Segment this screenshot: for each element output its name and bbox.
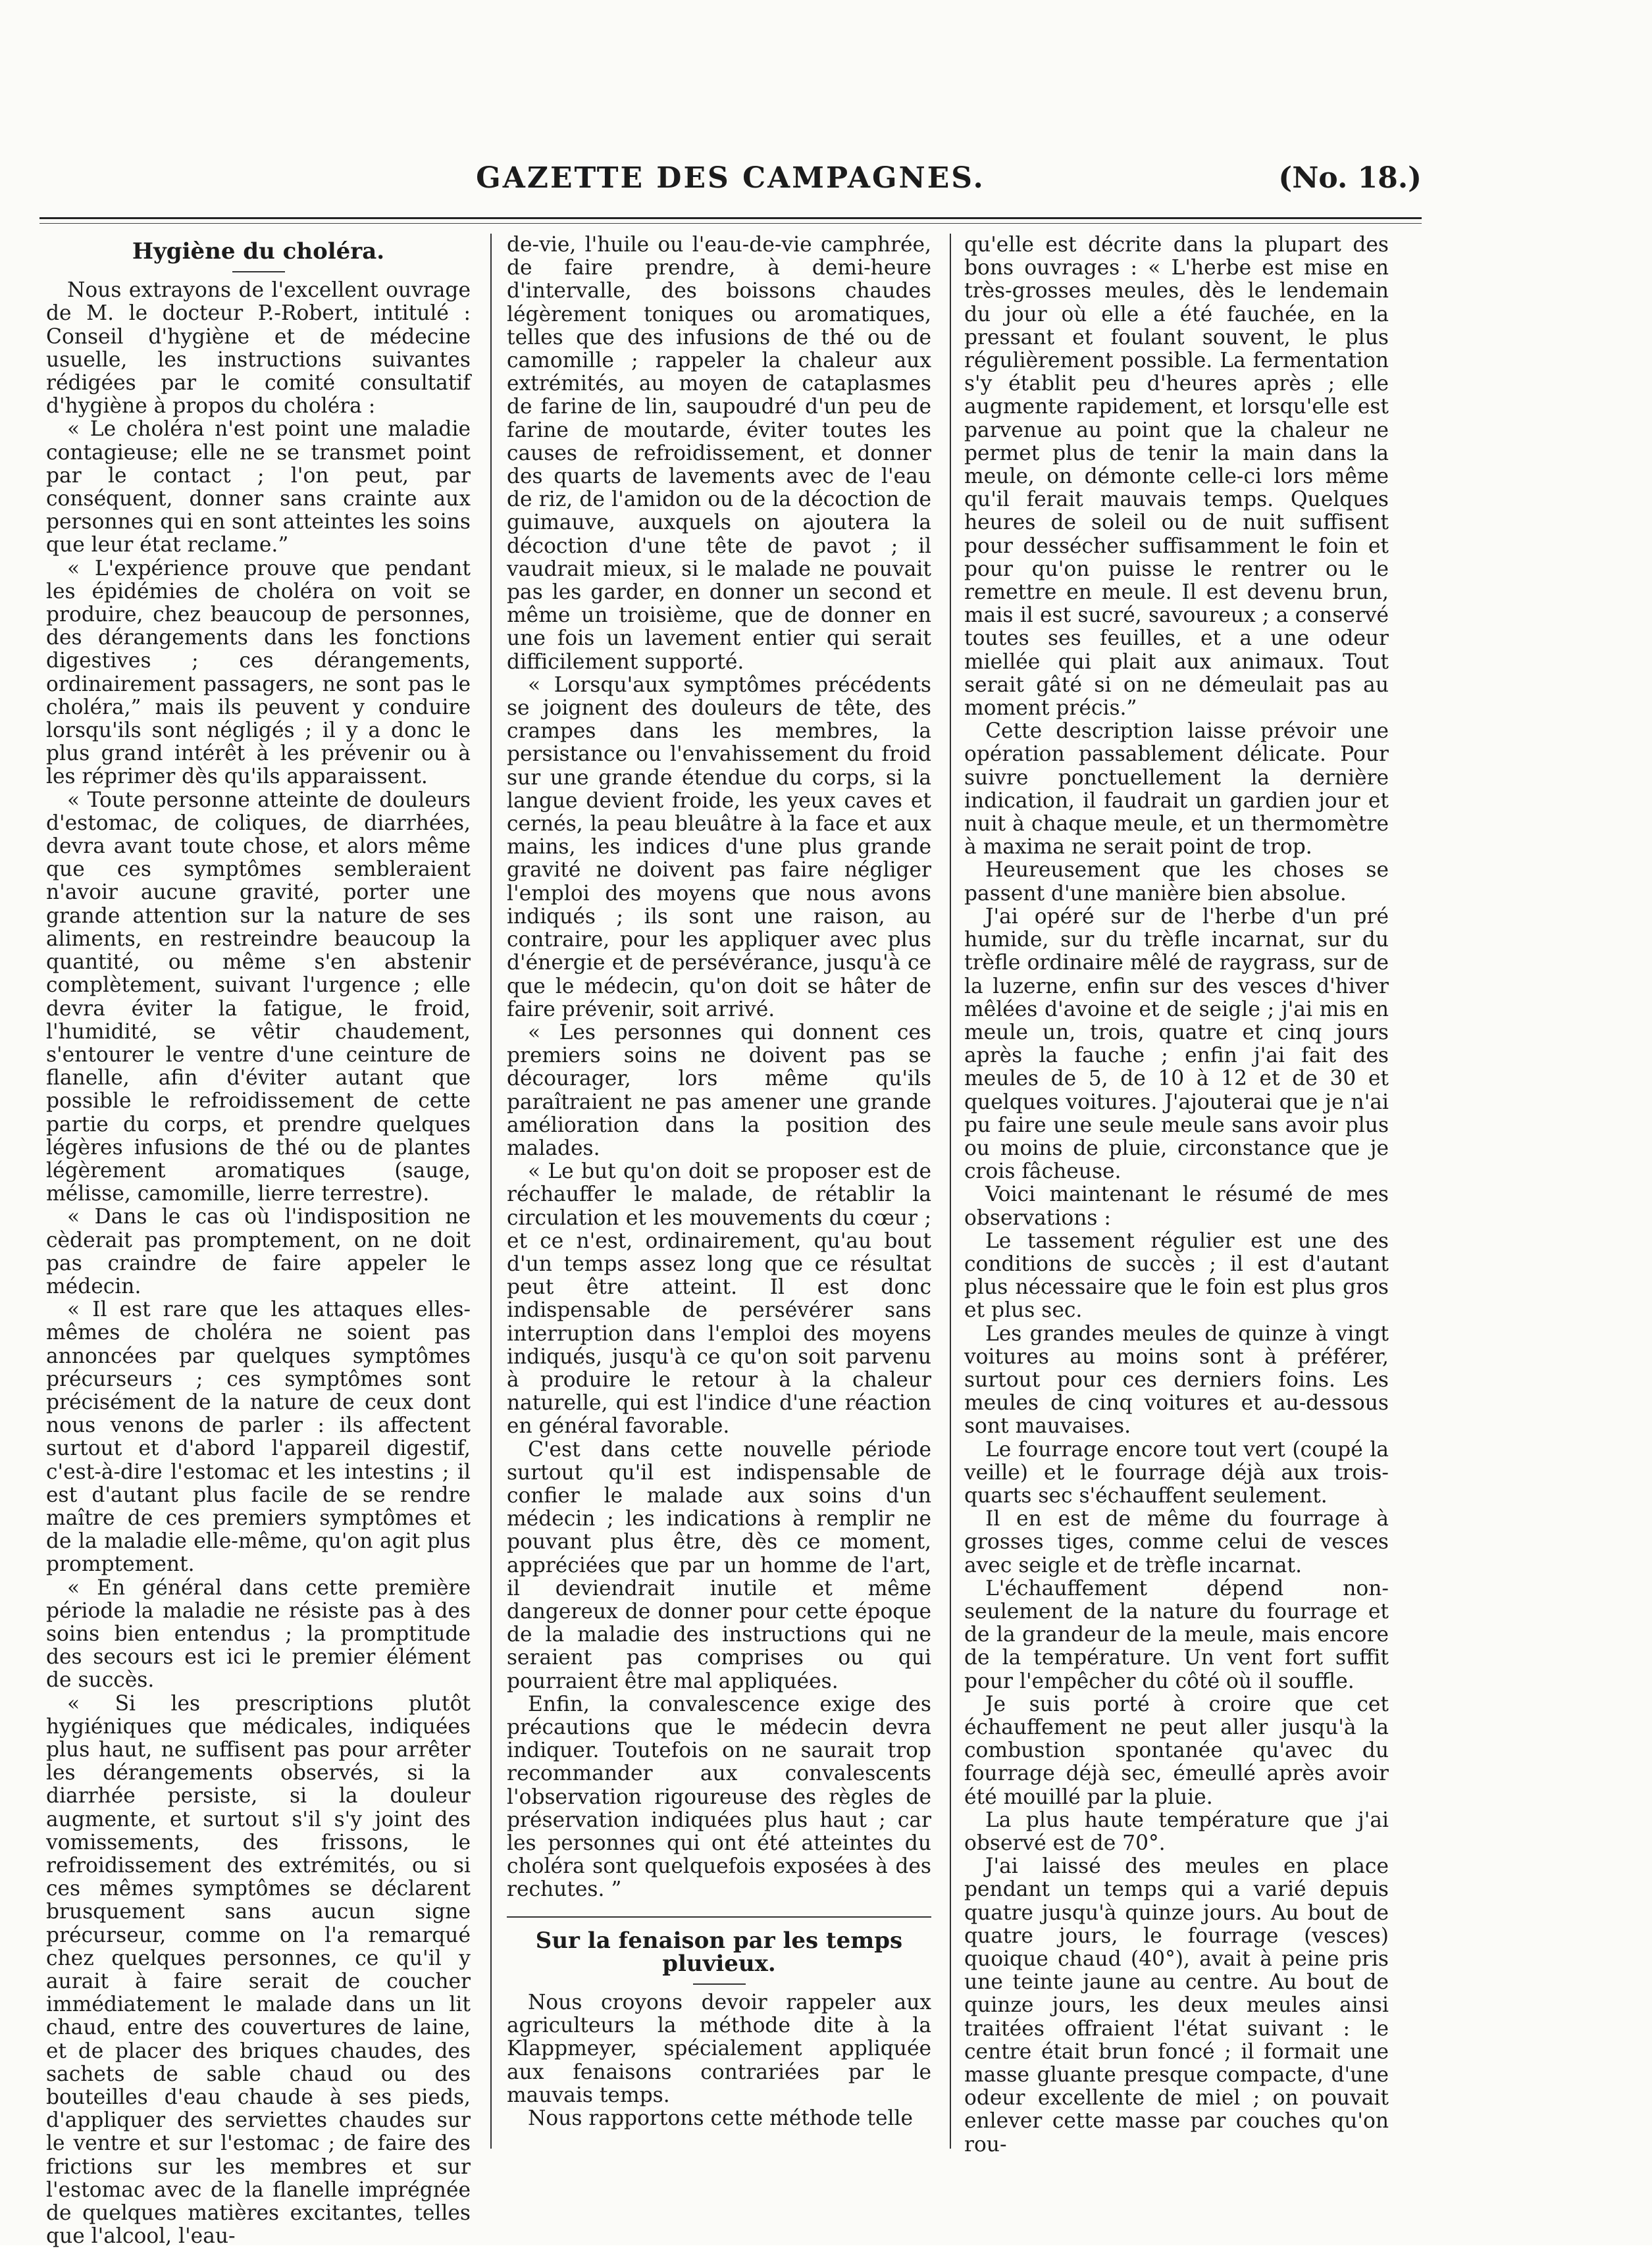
paragraph: Nous extrayons de l'excellent ouvrage de M. le docteur P.-Robert, intitulé : Conseil d'hygiène et de médecine usuelle, les instructions suivantes rédigées par le comité consultatif d'hygiène à propos du choléra : [46, 278, 471, 419]
column-3 [964, 233, 1389, 2157]
title-rule [693, 1983, 746, 1985]
paragraph: J'ai laissé des meules en place pendant un temps qui a varié depuis quatre jusqu'à quinze jours. Au bout de quatre jours, le fourrage (vesces) quoique chaud (40°), avait à peine pris une teinte jaune au centre. Au bout de quinze jours, les deux meules ainsi traitées offraient l'état suivant : le centre était brun foncé ; il formait une masse gluante presque compacte, d'une odeur excellente de miel ; on pouvait enlever cette masse par couches qu'on rou- [964, 1854, 1389, 2157]
paragraph: « Toute personne atteinte de douleurs d'estomac, de coliques, de diarrhées, devra avant toute chose, et alors même que ces symptômes sembleraient n'avoir aucune gravité, porter une grande attention sur la nature de ses aliments, en restreindre beaucoup la quantité, ou même s'en abstenir complètement, suivant l'urgence ; elle devra éviter la fatigue, le froid, l'humidité, se vêtir chaudement, s'entourer le ventre d'une ceinture de flanelle, afin d'éviter autant que possible le refroidissement de cette partie du corps, et prendre quelques légères infusions de thé ou de plantes légèrement aromatiques (sauge, mélisse, camomille, lierre terrestre). [46, 788, 471, 1206]
paragraph: Nous croyons devoir rappeler aux agriculteurs la méthode dite à la Klappmeyer, spécialement appliquée aux fenaisons contrariées par le mauvais temps. [507, 1991, 931, 2107]
issue-number: (No. 18.) [1278, 161, 1422, 195]
column-separator [490, 234, 492, 2149]
paragraph: Nous rapportons cette méthode telle [528, 2107, 914, 2131]
paragraph: Voici maintenant le résumé de mes observations : [964, 1183, 1389, 1230]
paragraph: « Si les prescriptions plutôt hygiéniques que médicales, indiquées plus haut, ne suffisent pas pour arrêter les dérangements observés, si la diarrhée persiste, si la douleur augmente, et surtout s'il s'y joint des vomissements, des frissons, le refroidissement des extrémités, ou si ces mêmes symptômes se déclarent brusquement sans aucun signe précurseur, comme on l'a remarqué chez quelques personnes, ce qu'il y aurait à faire serait de coucher immédiatement le malade dans un lit chaud, entre des couvertures de laine, et de placer des briques chaudes, des sachets de sable chaud ou des bouteilles d'eau chaude à ses pieds, d'appliquer des serviettes chaudes sur le ventre et sur l'estomac ; de faire des frictions sur les membres et sur l'estomac avec de la flanelle imprégnée de quelques matières excitantes, telles que l'alcool, l'eau- [46, 1691, 471, 2248]
article-title: Sur la fenaison par les temps pluvieux. [535, 1927, 903, 1977]
paragraph: « Il est rare que les attaques elles-mêmes de choléra ne soient pas annoncées par quelques symptômes précurseurs ; ces symptômes sont précisément de la nature de ceux dont nous venons de parler : ils affectent surtout et d'abord l'appareil digestif, c'est-à-dire l'estomac et les intestins ; il est d'autant plus facile de se rendre maître de ces premiers symptômes et de la maladie elle-même, qu'on agit plus promptement. [46, 1298, 471, 1577]
section-rule [507, 1916, 931, 1918]
paragraph: Cette description laisse prévoir une opération passablement délicate. Pour suivre ponctuellement la dernière indication, il faudrait un gardien jour et nuit à chaque meule, et un thermomètre à maxima ne serait point de trop. [964, 719, 1389, 859]
paragraph: La plus haute température que j'ai observé est de 70°. [964, 1808, 1389, 1856]
paragraph: « Dans le cas où l'indisposition ne cèderait pas promptement, on ne doit pas craindre de faire appeler le médecin. [46, 1205, 471, 1298]
column-separator [950, 234, 951, 2149]
paragraph: Le fourrage encore tout vert (coupé la veille) et le fourrage déjà aux trois-quarts sec s'échauffent seulement. [964, 1437, 1389, 1508]
paragraph: Je suis porté à croire que cet échauffement ne peut aller jusqu'à la combustion spontanée qu'avec du fourrage déjà sec, émeullé après avoir été mouillé par la pluie. [964, 1692, 1389, 1809]
paragraph: « Le choléra n'est point une maladie contagieuse; elle ne se transmet point par le contact ; l'on peut, par conséquent, donner sans crainte aux personnes qui en sont atteintes les soins que leur état reclame.” [46, 417, 471, 557]
column-1 [46, 234, 471, 2248]
column-2 [507, 234, 931, 2149]
paragraph: « En général dans cette première période la maladie ne résiste pas à des soins bien entendus ; la promptitude des secours est ici le premier élément de succès. [46, 1575, 471, 1693]
paragraph: Les grandes meules de quinze à vingt voitures au moins sont à préférer, surtout pour ces derniers foins. Les meules de cinq voitures et au-dessous sont mauvaises. [964, 1321, 1389, 1439]
paragraph: « Les personnes qui donnent ces premiers soins ne doivent pas se décourager, lors même qu'ils paraîtraient ne pas amener une grande amélioration dans la position des malades. [507, 1020, 931, 1160]
paragraph: C'est dans cette nouvelle période surtout qu'il est indispensable de confier le malade aux soins d'un médecin ; les indications à remplir ne pouvant plus être, dès ce moment, appréciées que par un homme de l'art, il deviendrait inutile et même dangereux de donner pour cette époque de la maladie des instructions qui ne seraient pas comprises ou qui pourraient être mal appliquées. [507, 1437, 931, 1693]
paragraph: Heureusement que les choses se passent d'une manière bien absolue. [964, 858, 1389, 906]
paragraph: Il en est de même du fourrage à grosses tiges, comme celui de vesces avec seigle et de trèfle incarnat. [964, 1507, 1389, 1577]
title-rule [232, 271, 285, 272]
paragraph: J'ai opéré sur de l'herbe d'un pré humide, sur du trèfle incarnat, sur du trèfle ordinaire mêlé de raygrass, sur de la luzerne, enfin sur des vesces d'hiver mêlées d'avoine et de seigle ; j'ai mis en meule un, trois, quatre et cinq jours après la fauche ; enfin j'ai fait des meules de 5, de 10 à 12 et de 30 et quelques voitures. J'ajouterai que je n'ai pu faire une seule meule sans avoir plus ou moins de pluie, circonstance que je crois fâcheuse. [964, 904, 1389, 1184]
paragraph: « Le but qu'on doit se proposer est de réchauffer le malade, de rétablir la circulation et les mouvements du cœur ; et ce n'est, ordinairement, qu'au bout d'un temps assez long que ce résultat peut être atteint. Il est donc indispensable de persévérer sans interruption dans l'emploi des moyens indiqués, jusqu'à ce qu'on soit parvenu à produire le retour à la chaleur naturelle, qui est l'indice d'une réaction en général favorable. [507, 1160, 931, 1439]
paragraph: « Lorsqu'aux symptômes précédents se joignent des douleurs de tête, des crampes dans les membres, la persistance ou l'envahissement du froid sur une grande étendue du corps, si la langue devient froide, les yeux caves et cernés, la peau bleuâtre à la face et aux mains, les indices d'une plus grande gravité ne doivent pas faire négliger l'emploi des moyens que nous avons indiqués ; ils sont une raison, au contraire, pour les appliquer avec plus d'énergie et de persévérance, jusqu'à ce que le médecin, qu'on doit se hâter de faire prévenir, soit arrivé. [507, 673, 931, 1021]
paragraph: Enfin, la convalescence exige des précautions que le médecin devra indiquer. Toutefois on ne saurait trop recommander aux convalescents l'observation rigoureuse des règles de préservation indiquées plus haut ; car les personnes qui ont été atteintes du choléra sont quelquefois exposées à des rechutes. ” [507, 1692, 931, 1902]
paragraph: Le tassement régulier est une des conditions de succès ; il est d'autant plus nécessaire que le foin est plus gros et plus sec. [964, 1229, 1389, 1323]
paragraph: de-vie, l'huile ou l'eau-de-vie camphrée, de faire prendre, à demi-heure d'intervalle, des boissons chaudes légèrement toniques ou aromatiques, telles que des infusions de thé ou de camomille ; rappeler la chaleur aux extrémités, au moyen de cataplasmes de farine de lin, saupoudré d'un peu de farine de moutarde, éviter toutes les causes de refroidissement, et donner des quarts de lavements avec de l'eau de riz, de l'amidon ou de la décoction de guimauve, auxquels on ajoutera la décoction d'une tête de pavot ; il vaudrait mieux, si le malade ne pouvait pas les garder, en donner un second et même un troisième, que de donner en une fois un lavement entier qui serait difficilement supporté. [507, 233, 931, 674]
page-header [39, 161, 1422, 207]
article-title: Hygiène du choléra. [132, 238, 385, 265]
paragraph: L'échauffement dépend non-seulement de la nature du fourrage et de la grandeur de la meule, mais encore de la température. Un vent fort suffit pour l'empêcher du côté où il souffle. [964, 1576, 1389, 1693]
paragraph: « L'expérience prouve que pendant les épidémies de choléra on voit se produire, chez beaucoup de personnes, des dérangements dans les fonctions digestives ; ces dérangements, ordinairement passagers, ne sont pas le choléra,” mais ils peuvent y conduire lorsqu'ils sont négligés ; il y a donc le plus grand intérêt à les prévenir ou à les réprimer dès qu'ils apparaissent. [46, 556, 471, 789]
masthead: GAZETTE DES CAMPAGNES. [476, 161, 985, 195]
paragraph: qu'elle est décrite dans la plupart des bons ouvrages : « L'herbe est mise en très-grosses meules, dès le lendemain du jour où elle a été fauchée, en la pressant et foulant souvent, le plus régulièrement possible. La fermentation s'y établit peu d'heures après ; elle augmente rapidement, et lorsqu'elle est parvenue au point que la chaleur ne permet plus de tenir la main dans la meule, on démonte celle-ci lors même qu'il ferait mauvais temps. Quelques heures de soleil ou de nuit suffisent pour dessécher suffisamment le foin et pour qu'on puisse le rentrer ou le remettre en meule. Il est devenu brun, mais il est sucré, savoureux ; a conservé toutes ses feuilles, et a une odeur miellée qui plait aux animaux. Tout serait gâté si on ne démeulait pas au moment précis.” [964, 233, 1389, 721]
header-rule [39, 217, 1422, 224]
